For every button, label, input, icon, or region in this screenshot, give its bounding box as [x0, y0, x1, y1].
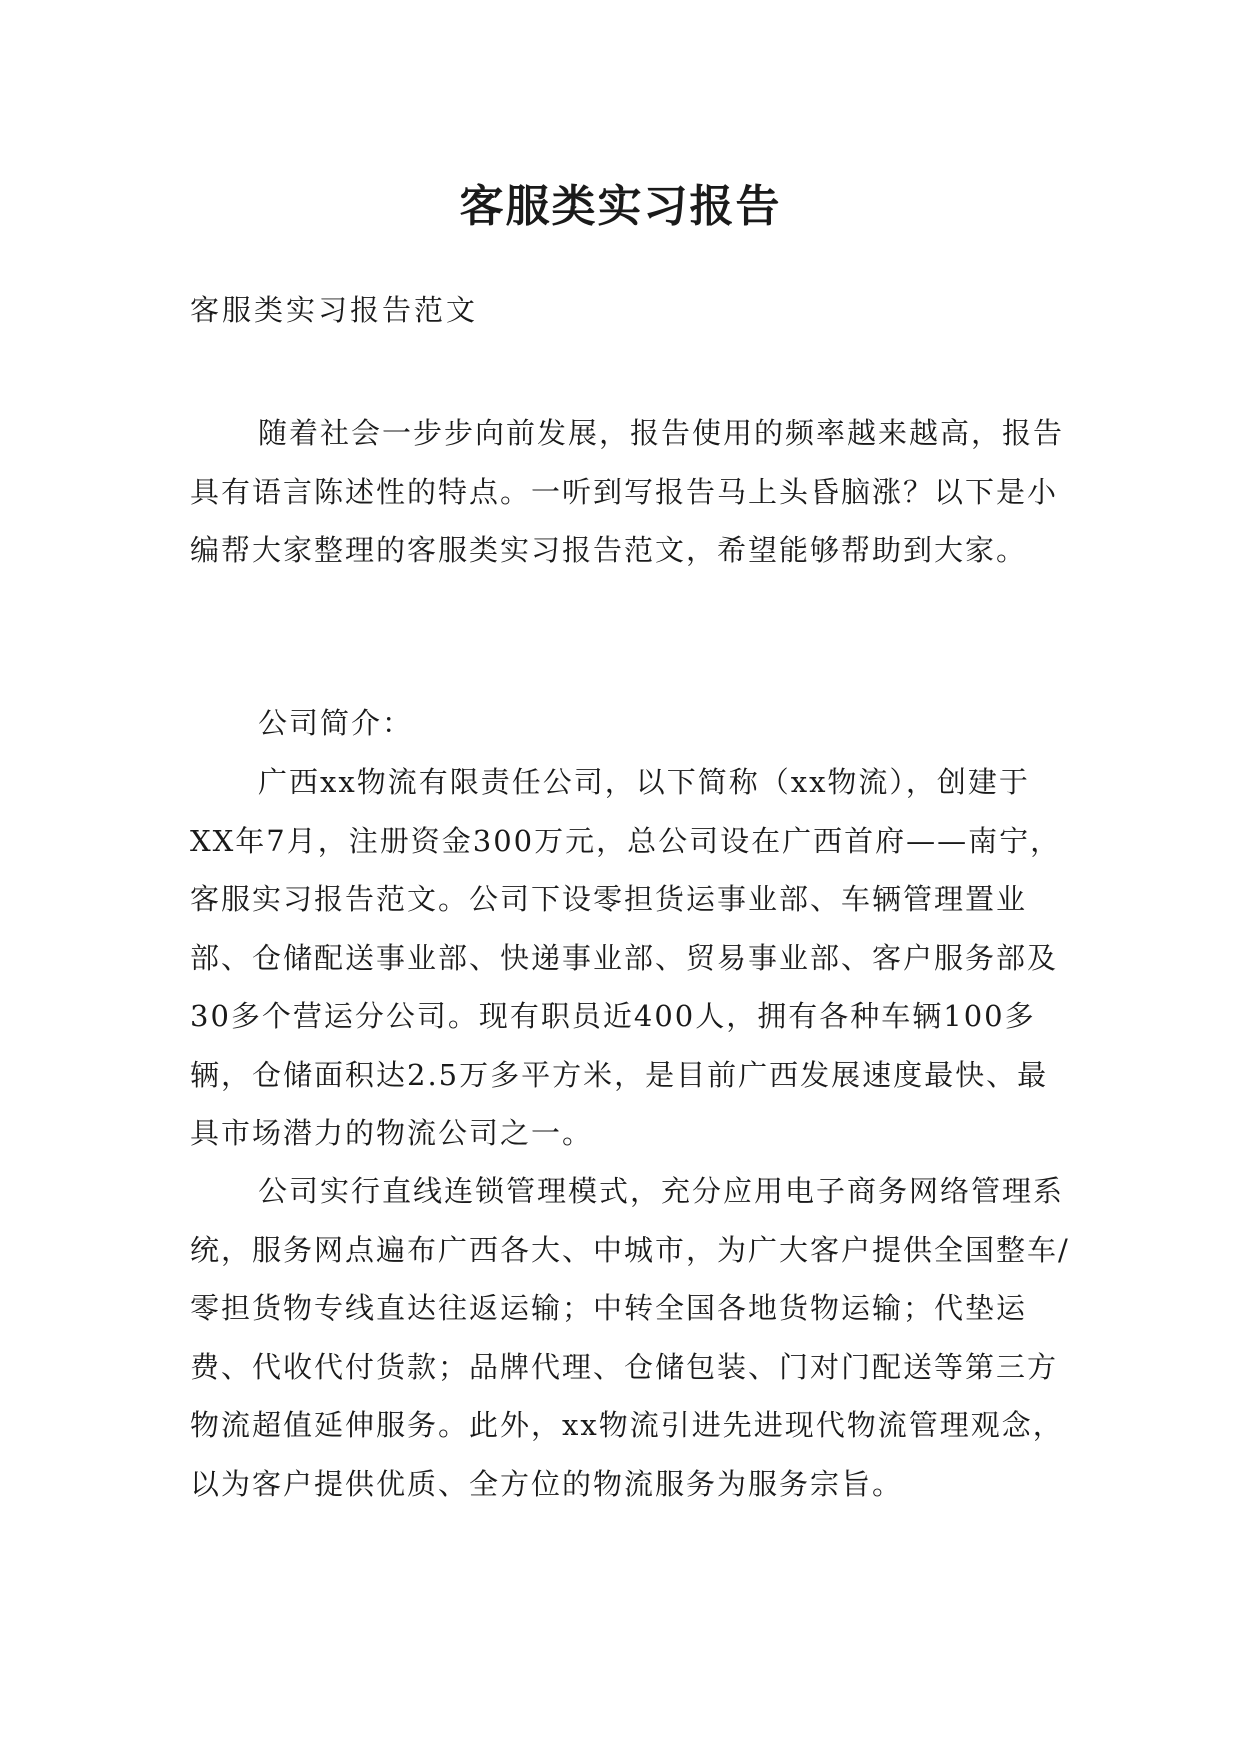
company-profile-paragraph: 广西xx物流有限责任公司，以下简称（xx物流），创建于XX年7月，注册资金300万元，总公司设在广西首府——南宁，客服实习报告范文。公司下设零担货运事业部、车辆管理置业部、仓储配送事业部、快递事业部、贸易事业部、客户服务部及30多个营运分公司。现有职员近400人，拥有各种车辆100多辆，仓储面积达2.5万多平方米，是目前广西发展速度最快、最具市场潜力的物流公司之一。 [190, 765, 1062, 1150]
document-title: 客服类实习报告 [459, 181, 782, 233]
section-heading-company-profile: 公司简介： [258, 706, 414, 740]
intro-paragraph: 随着社会一步步向前发展，报告使用的频率越来越高，报告具有语言陈述性的特点。一听到写报告马上头昏脑涨？以下是小编帮大家整理的客服类实习报告范文，希望能够帮助到大家。 [190, 416, 1065, 567]
document-subtitle: 客服类实习报告范文 [190, 293, 479, 327]
service-model-paragraph: 公司实行直线连锁管理模式，充分应用电子商务网络管理系统，服务网点遍布广西各大、中城市，为广大客户提供全国整车/零担货物专线直达往返运输；中转全国各地货物运输；代垫运费、代收代付货款；品牌代理、仓储包装、门对门配送等第三方物流超值延伸服务。此外，xx物流引进先进现代物流管理观念，以为客户提供优质、全方位的物流服务为服务宗旨。 [190, 1174, 1070, 1501]
